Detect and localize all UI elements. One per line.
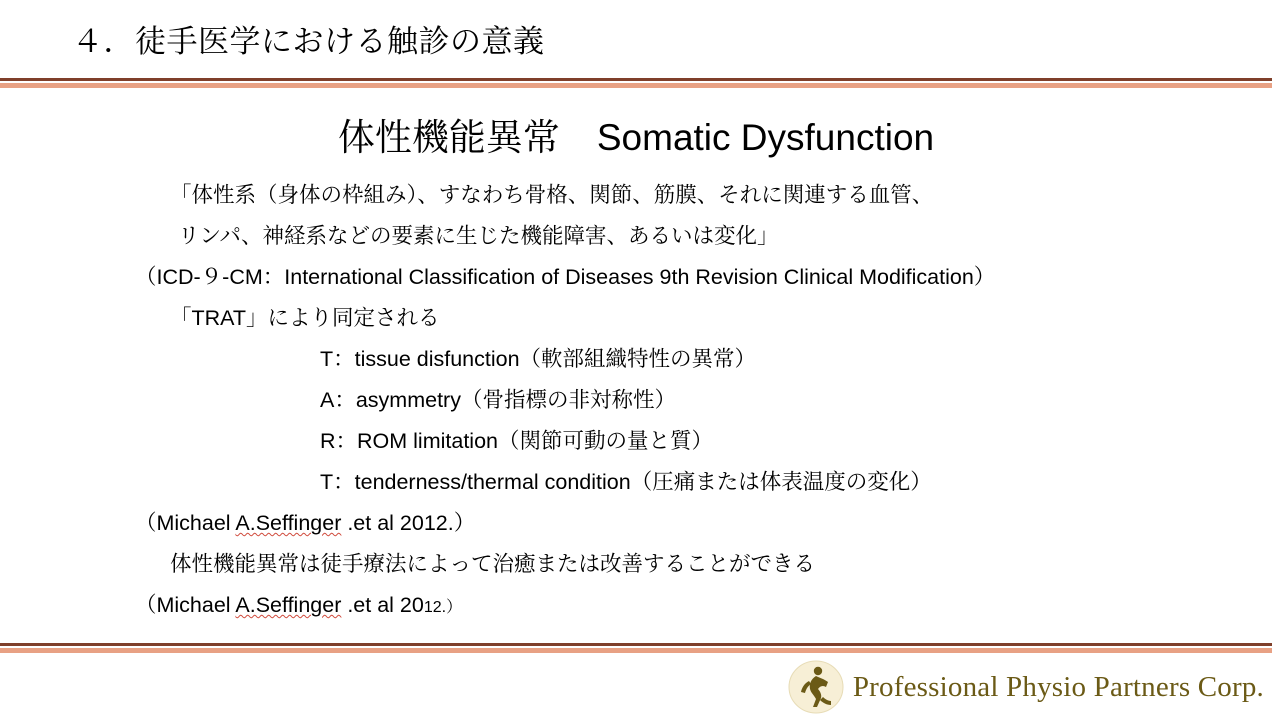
citation-two-suffix: .et al 20	[341, 593, 424, 617]
divider-bottom-light-line	[0, 648, 1272, 653]
citation-one-prefix: （Michael	[135, 511, 236, 535]
citation-two-prefix: （Michael	[135, 593, 236, 617]
trat-item-r: R：ROM limitation（関節可動の量と質）	[320, 429, 713, 453]
citation-two-author: A.Seffinger	[235, 593, 342, 617]
section-heading: 体性機能異常 Somatic Dysfunction	[337, 117, 935, 158]
slide-header	[0, 0, 1272, 78]
trat-item-a: A：asymmetry（骨指標の非対称性）	[320, 388, 676, 412]
definition-source-icd: （ICD-９-CM：International Classification of Diseases 9th Revision Clinical Modification）	[135, 265, 996, 289]
citation-one-author: A.Seffinger	[235, 511, 342, 535]
trat-item-t1: T：tissue disfunction（軟部組織特性の異常）	[320, 347, 757, 371]
company-logo	[787, 660, 1264, 714]
divider-top-light-line	[0, 83, 1272, 88]
closing-statement: 体性機能異常は徒手療法によって治癒または改善することができる	[170, 552, 816, 576]
citation-one	[135, 503, 995, 544]
definition-line-2: リンパ、神経系などの要素に生じた機能障害、あるいは変化」	[178, 224, 779, 248]
citation-two-trailing: 12.）	[423, 599, 463, 616]
running-figure-icon	[787, 660, 845, 714]
trat-item-t2: T：tenderness/thermal condition（圧痛または体表温度の変化）	[320, 470, 932, 494]
definition-block	[135, 175, 995, 628]
divider-bottom	[0, 643, 1272, 653]
slide-footer	[0, 658, 1272, 717]
divider-top	[0, 78, 1272, 88]
definition-line-1: 「体性系（身体の枠組み）、すなわち骨格、関節、筋膜、それに関連する血管、	[170, 183, 934, 207]
page-title: ４．徒手医学における触診の意義	[72, 24, 545, 59]
citation-one-suffix: .et al 2012.）	[341, 511, 476, 535]
company-name: Professional Physio Partners Corp.	[852, 670, 1264, 703]
slide-body	[0, 90, 1272, 642]
trat-intro-line: 「TRAT」により同定される	[170, 306, 440, 330]
citation-two	[135, 585, 995, 628]
